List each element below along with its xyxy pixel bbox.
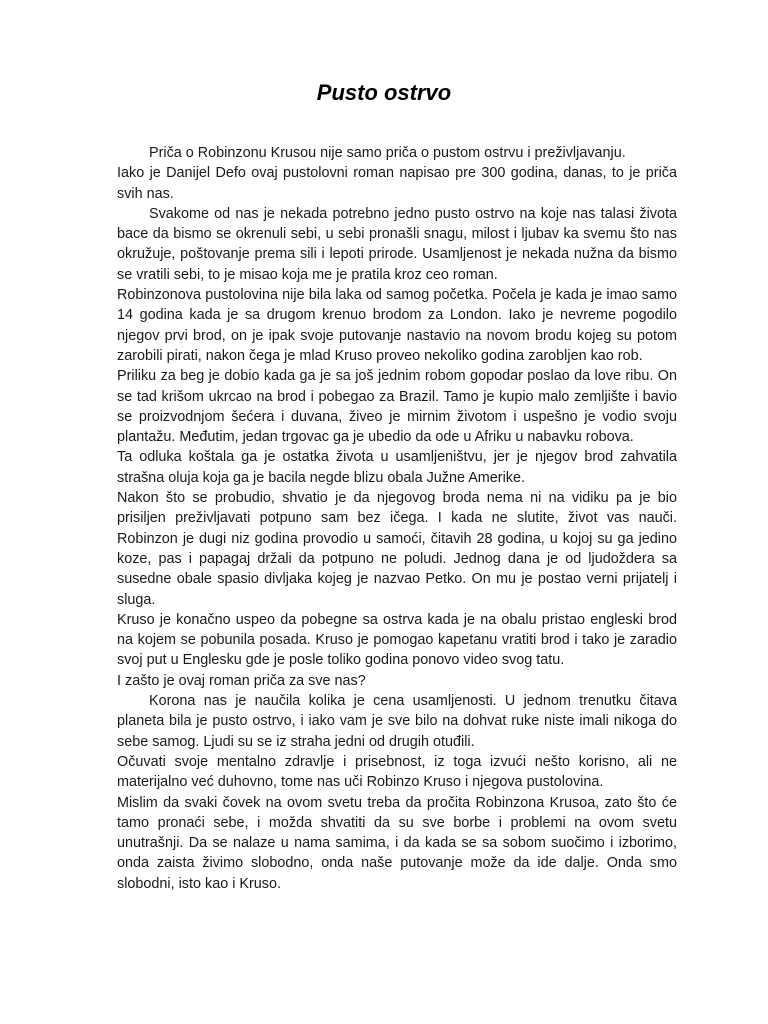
paragraph-question: I zašto je ovaj roman priča za sve nas? — [117, 672, 366, 689]
paragraph-rescue: Kruso je konačno uspeo da pobegne sa ostrva kada je na obalu pristao engleski brod na kojem se pobunila posada. Kruso je pomogao kapetanu vratiti brod i tako je zaradio svoj put u Englesku gde je posle toliko godina ponovo video svog tatu. — [117, 611, 677, 669]
document-body — [117, 143, 677, 894]
document-title: Pusto ostrvo — [316, 80, 452, 105]
paragraph-mental-health: Očuvati svoje mentalno zdravlje i prisebnost, iz toga izvući nešto korisno, ali ne materijalno već duhovno, tome nas uči Robinzo Kruso i njegova pustolovina. — [117, 753, 677, 791]
paragraph-corona: Korona nas je naučila kolika je cena usamljenosti. U jednom trenutku čitava planeta bila je pusto ostrvo, i iako vam je sve bilo na dohvat ruke niste imali nikoga do sebe samog. Ljudi su se iz straha jedni od drugih otuđili. — [117, 693, 677, 750]
paragraph-defoe: Iako je Danijel Defo ovaj pustolovni roman napisao pre 300 godina, danas, to je priča svih nas. — [117, 165, 677, 202]
paragraph-storm: Ta odluka koštala ga je ostatka života u usamljeništvu, jer je njegov brod zahvatila strašna oluja koja ga je bacila negde blizu obala Južne Amerike. — [117, 449, 677, 486]
paragraph-survival: Nakon što se probudio, shvatio je da njegovog broda nema ni na vidiku pa je bio prisiljen preživljavati potpuno sam bez ičega. I kada ne slutite, život vas nauči. Robinzon je dugi niz godina provodio u samoći, čitavih 28 godina, u kojoj su ga jedino koze, pas i papagaj držali da potpuno ne poludi. Jednog dana je od ljudoždera sa susedne obale spasio divljaka kojeg je nazvao Petko. On mu je postao verni prijatelj i sluga. — [117, 490, 677, 608]
paragraph-intro: Priča o Robinzonu Krusou nije samo priča o pustom ostrvu i preživljavanju. — [149, 145, 626, 161]
paragraph-conclusion: Mislim da svaki čovek na ovom svetu treba da pročita Robinzona Krusoa, zato što će tamo pronaći sebe, i možda shvatiti da su sve borbe i problemi na ovom svetu unutrašnji. Da se nalaze u nama samima, i da kada se sa sobom suočimo i izborimo, onda zaista živimo slobodno, onda naše putovanje može da ide dalje. Onda smo slobodni, isto kao i Kruso. — [117, 794, 677, 892]
paragraph-escape-brazil: Priliku za beg je dobio kada ga je sa još jednim robom gopodar poslao da love ribu. On se tad krišom ukrcao na brod i pobegao za Brazil. Tamo je kupio malo zemljište i bavio se proizvodnjom šećera i duvana, živeo je mirnim životom i uspešno je vodio svoju plantažu. Međutim, jedan trgovac ga je ubedio da ode u Afriku u nabavku robova. — [117, 368, 677, 446]
paragraph-adventure-start: Robinzonova pustolovina nije bila laka od samog početka. Počela je kada je imao samo 14 godina kada je sa drugom krenuo brodom za London. Iako je nevreme pogodilo njegov prvi brod, on je ipak svoje putovanje nastavio na novom brodu kojeg su potom zarobili pirati, nakon čega je mlad Kruso proveo nekoliko godina zarobljen kao rob. — [117, 287, 677, 364]
paragraph-island: Svakome od nas je nekada potrebno jedno pusto ostrvo na koje nas talasi života bace da bismo se okrenuli sebi, u sebi pronašli snagu, milost i ljubav ka svemu što nas okružuje, poštovanje prema sili i lepoti prirode. Usamljenost je nekada nužna da bismo se vratili sebi, to je misao koja me je pratila kroz ceo roman. — [117, 205, 677, 283]
